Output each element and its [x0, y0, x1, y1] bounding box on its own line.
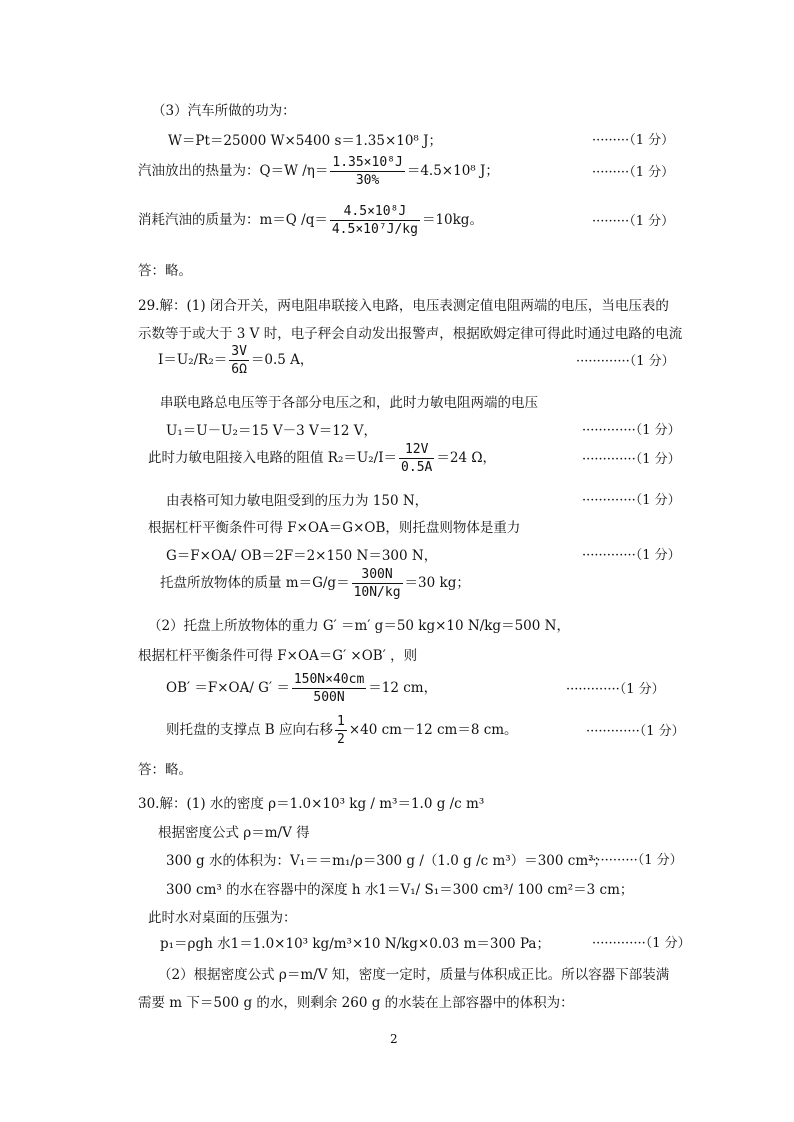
q30-line: 根据密度公式 ρ＝m/V 得: [158, 825, 310, 841]
q28-part3-heading: （3）汽车所做的功为：: [152, 103, 296, 119]
q28-heat-prefix: 汽油放出的热量为：Q＝W /η＝: [138, 163, 329, 179]
q29-line: （2）托盘上所放物体的重力 G′ ＝m′ g＝50 kg×10 N/kg＝500 N，: [148, 618, 570, 634]
fraction-numerator: 150N×40cm: [293, 672, 365, 687]
q28-mass-prefix: 消耗汽油的质量为：m＝Q /q＝: [138, 212, 328, 228]
q29-line: 根据杠杆平衡条件可得 F×OA＝G×OB，则托盘则物体是重力: [148, 520, 521, 536]
page-number: 2: [390, 1032, 398, 1046]
q28-work-line: W＝Pt＝25000 W×5400 s＝1.35×10⁸ J；: [168, 133, 443, 149]
q29-line: 29.解：(1) 闭合开关，两电阻串联接入电路，电压表测定值电阻两端的电压，当电压表的: [138, 298, 669, 314]
q30-line: 30.解：(1) 水的密度 ρ＝1.0×10³ kg / m³＝1.0 g /c m³: [138, 796, 485, 812]
q30-line: 300 g 水的体积为：V₁＝＝m₁/ρ＝300 g /（1.0 g /c m³）＝300 cm³；: [166, 853, 608, 869]
q29-resistance-result: ＝24 Ω，: [436, 450, 497, 466]
q28-mass-result: ＝10kg。: [421, 212, 483, 228]
score-mark: ·········（1 分）: [592, 214, 675, 229]
fraction-numerator: 4.5×10⁸J: [330, 203, 420, 221]
fraction-denominator: 10N/kg: [353, 585, 401, 600]
score-mark: ·············（1 分）: [582, 493, 681, 508]
q28-heat-line: [138, 154, 499, 189]
q29-distance-prefix: OB′ ＝F×OA/ G′ ＝: [166, 680, 290, 696]
q29-distance-line: [166, 671, 437, 706]
q29-current-result: ＝0.5 A，: [250, 352, 314, 368]
fraction-denominator: 2: [337, 732, 345, 747]
q29-shift-prefix: 则托盘的支撑点 B 应向右移: [166, 722, 334, 738]
q29-line: G＝F×OA/ OB＝2F＝2×150 N＝300 N，: [166, 548, 438, 564]
q30-line: 300 cm³ 的水在容器中的深度 h 水1＝V₁/ S₁＝300 cm³/ 100 cm²＝3 cm；: [166, 882, 634, 898]
score-mark: ·············（1 分）: [586, 724, 685, 739]
q29-resistance-line: [148, 441, 496, 476]
score-mark: ·········（1 分）: [592, 133, 675, 148]
fraction: [335, 713, 347, 748]
q29-mass-prefix: 托盘所放物体的质量 m＝G/g＝: [160, 575, 350, 591]
fraction: [330, 203, 420, 238]
score-mark: ·············（1 分）: [566, 682, 665, 697]
score-mark: ·············（1 分）: [576, 354, 675, 369]
fraction: [229, 343, 249, 378]
q29-line: 示数等于或大于 3 V 时，电子秤会自动发出报警声，根据欧姆定律可得此时通过电路的电流: [138, 326, 683, 342]
q30-line: 需要 m 下＝500 g 的水，则剩余 260 g 的水装在上部容器中的体积为：: [138, 995, 574, 1011]
q29-line: 由表格可知力敏电阻受到的压力为 150 N，: [166, 493, 429, 509]
q29-line: 根据杠杆平衡条件可得 F×OA＝G′ ×OB′ ，则: [138, 648, 418, 664]
score-mark: ·············（1 分）: [582, 452, 681, 467]
q29-shift-line: [166, 713, 518, 748]
fraction-numerator: 300N: [352, 566, 403, 584]
answer-line: 答：略。: [138, 263, 192, 279]
answer-line: 答：略。: [138, 762, 192, 778]
fraction: [352, 566, 403, 601]
q29-shift-result: ×40 cm－12 cm＝8 cm。: [348, 722, 518, 738]
fraction-denominator: 6Ω: [231, 362, 247, 377]
q29-current-line: [158, 343, 313, 378]
score-mark: ·············（1 分）: [582, 548, 681, 563]
fraction-numerator: 1.35×10⁸J: [332, 155, 403, 170]
fraction-numerator: 12V: [399, 441, 434, 459]
q29-mass-line: [160, 566, 470, 601]
fraction-denominator: 500N: [313, 690, 345, 705]
fraction-denominator: 30%: [355, 173, 380, 188]
q28-heat-result: ＝4.5×10⁸ J；: [406, 163, 499, 179]
fraction: [399, 441, 434, 476]
fraction: [330, 154, 404, 189]
q29-resistance-prefix: 此时力敏电阻接入电路的阻值 R₂＝U₂/I＝: [148, 450, 398, 466]
q29-mass-result: ＝30 kg；: [404, 575, 470, 591]
score-mark: ·············（1 分）: [582, 423, 681, 438]
fraction-denominator: 4.5×10⁷J/kg: [331, 222, 418, 237]
q28-mass-line: [138, 203, 483, 238]
q30-line: p₁＝ρgh 水1＝1.0×10³ kg/m³×10 N/kg×0.03 m＝300 Pa；: [160, 936, 550, 952]
score-mark: ·············（1 分）: [592, 936, 691, 951]
fraction-denominator: 0.5A: [401, 460, 433, 475]
q29-line: U₁＝U－U₂＝15 V－3 V＝12 V，: [166, 423, 378, 439]
q29-line: 串联电路总电压等于各部分电压之和，此时力敏电阻两端的电压: [160, 395, 538, 411]
q29-distance-result: ＝12 cm，: [368, 680, 438, 696]
fraction-numerator: 3V: [231, 344, 247, 359]
q30-line: （2）根据密度公式 ρ＝m/V 知，密度一定时，质量与体积成正比。所以容器下部装满: [158, 967, 670, 983]
score-mark: ·············（1 分）: [584, 853, 683, 868]
q30-line: 此时水对桌面的压强为：: [148, 910, 297, 926]
q29-current-prefix: I＝U₂/R₂＝: [158, 352, 228, 368]
fraction: [292, 671, 366, 706]
fraction-numerator: 1: [337, 714, 345, 729]
score-mark: ·········（1 分）: [592, 165, 675, 180]
